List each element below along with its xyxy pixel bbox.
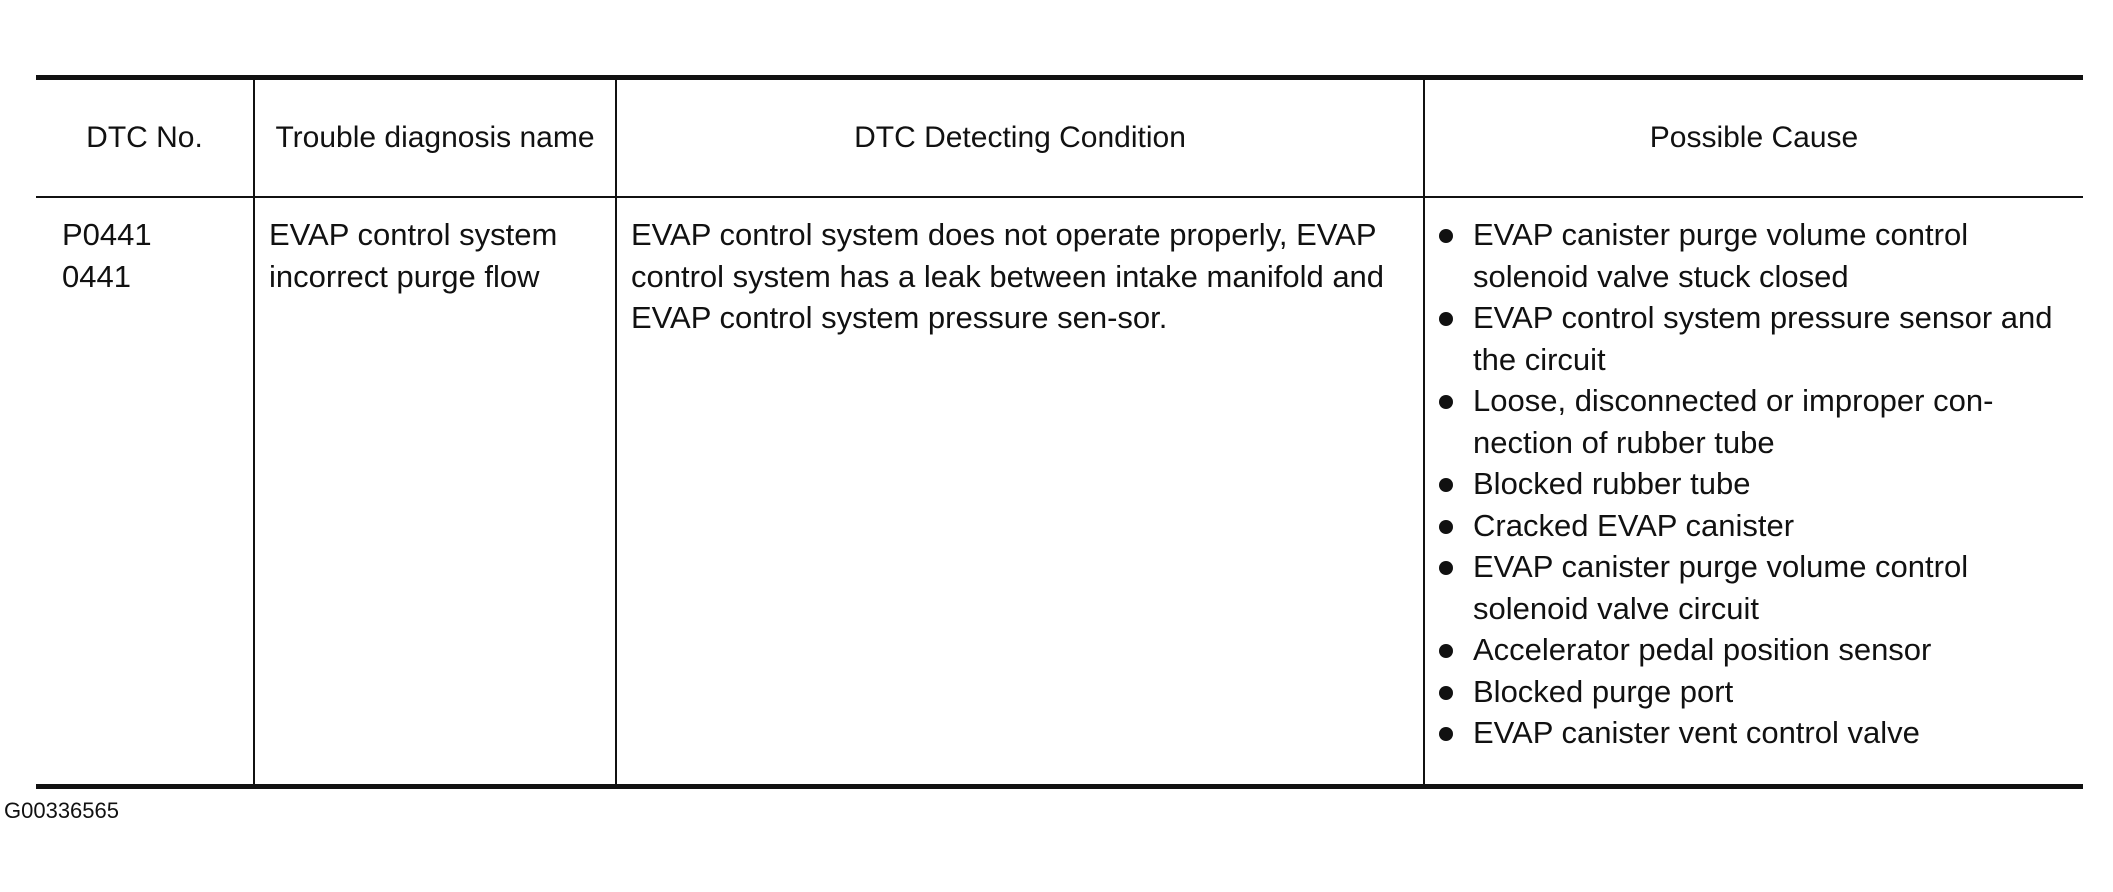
dtc-table: [36, 75, 2083, 789]
table-header-row: [36, 78, 2083, 198]
list-item: [1437, 505, 2067, 547]
bullet-icon: [1439, 686, 1453, 700]
list-item: [1437, 546, 2067, 629]
list-item: [1437, 712, 2067, 754]
bullet-icon: [1439, 727, 1453, 741]
bullet-icon: [1439, 229, 1453, 243]
cell-dtc-no: [36, 197, 254, 787]
bullet-icon: [1439, 312, 1453, 326]
cell-detecting-condition: EVAP control system does not operate properly, EVAP control system has a leak between intake manifold and EVAP control system pressure sen-sor.: [616, 197, 1424, 787]
cause-text: Blocked rubber tube: [1473, 466, 1751, 501]
bullet-icon: [1439, 520, 1453, 534]
cell-possible-cause: [1424, 197, 2083, 787]
dtc-code-primary: P0441: [62, 217, 152, 252]
cause-text: Cracked EVAP canister: [1473, 507, 1795, 543]
header-possible-cause: Possible Cause: [1424, 78, 2083, 198]
cause-text: EVAP canister vent control valve: [1473, 715, 1920, 750]
bullet-icon: [1439, 644, 1453, 658]
cause-text: EVAP canister purge volume control solenoid valve stuck closed: [1473, 217, 1969, 294]
list-item: [1437, 629, 2067, 671]
bullet-icon: [1439, 395, 1453, 409]
dtc-table-container: [36, 75, 2083, 789]
list-item: [1437, 214, 2067, 297]
cause-text: Blocked purge port: [1473, 673, 1734, 709]
dtc-code-secondary: 0441: [62, 258, 131, 294]
cause-text: Accelerator pedal position sensor: [1473, 632, 1932, 667]
list-item: [1437, 380, 2067, 463]
table-row: [36, 197, 2083, 787]
possible-cause-list: [1437, 214, 2067, 754]
header-dtc-detecting-condition: DTC Detecting Condition: [616, 78, 1424, 198]
list-item: [1437, 463, 2067, 505]
bullet-icon: [1439, 478, 1453, 492]
figure-id: G00336565: [4, 798, 119, 823]
cause-text: Loose, disconnected or improper con-nection of rubber tube: [1473, 383, 1994, 460]
list-item: [1437, 671, 2067, 713]
header-trouble-diagnosis-name: Trouble diagnosis name: [254, 78, 616, 198]
cause-text: EVAP canister purge volume control solenoid valve circuit: [1473, 549, 1969, 626]
cause-text: EVAP control system pressure sensor and the circuit: [1473, 300, 2053, 377]
bullet-icon: [1439, 561, 1453, 575]
header-dtc-no: DTC No.: [36, 78, 254, 198]
list-item: [1437, 297, 2067, 380]
cell-trouble-diagnosis-name: EVAP control system incorrect purge flow: [254, 197, 616, 787]
